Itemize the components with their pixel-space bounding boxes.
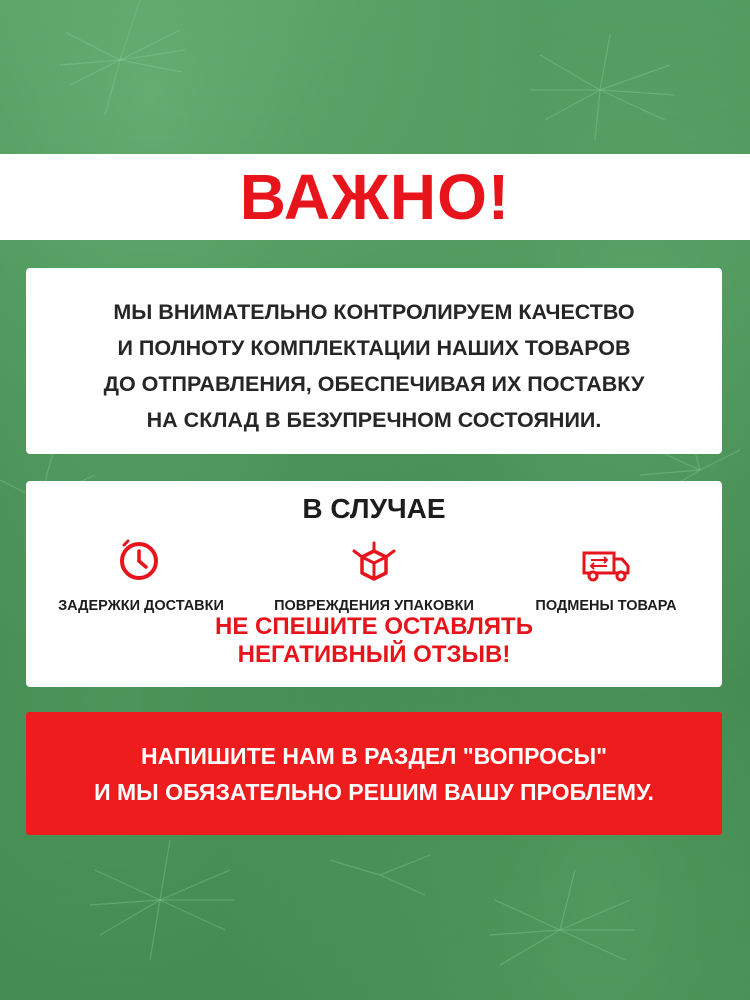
case-item-label: ПОДМЕНЫ ТОВАРА: [535, 598, 677, 614]
truck-icon: [576, 533, 636, 593]
cta-line: И МЫ ОБЯЗАТЕЛЬНО РЕШИМ ВАШУ ПРОБЛЕМУ.: [94, 778, 654, 805]
case-card: [26, 481, 722, 687]
header-band: [0, 154, 750, 240]
case-title: В СЛУЧАЕ: [302, 493, 446, 524]
page-title: ВАЖНО!: [239, 161, 511, 233]
cta-box: [26, 712, 722, 835]
quality-notice-line: МЫ ВНИМАТЕЛЬНО КОНТРОЛИРУЕМ КАЧЕСТВО: [113, 300, 635, 324]
case-item-label: ПОВРЕЖДЕНИЯ УПАКОВКИ: [274, 598, 474, 614]
cta-line: НАПИШИТЕ НАМ В РАЗДЕЛ "ВОПРОСЫ": [140, 742, 608, 769]
case-item-package-damage: [259, 533, 489, 614]
clock-icon: [111, 533, 171, 593]
case-item-delivery-delay: [26, 533, 256, 614]
quality-notice-line: И ПОЛНОТУ КОМПЛЕКТАЦИИ НАШИХ ТОВАРОВ: [117, 336, 631, 360]
quality-notice-line: НА СКЛАД В БЕЗУПРЕЧНОМ СОСТОЯНИИ.: [146, 408, 602, 432]
box-icon: [344, 533, 404, 593]
quality-notice-card: [26, 268, 722, 454]
case-warning-line: НЕ СПЕШИТЕ ОСТАВЛЯТЬ: [215, 613, 533, 640]
case-item-label: ЗАДЕРЖКИ ДОСТАВКИ: [58, 598, 224, 614]
case-item-product-swap: [491, 533, 721, 614]
case-warning-line: НЕГАТИВНЫЙ ОТЗЫВ!: [237, 641, 511, 668]
quality-notice-line: ДО ОТПРАВЛЕНИЯ, ОБЕСПЕЧИВАЯ ИХ ПОСТАВКУ: [103, 372, 645, 396]
case-warning: [26, 613, 722, 669]
